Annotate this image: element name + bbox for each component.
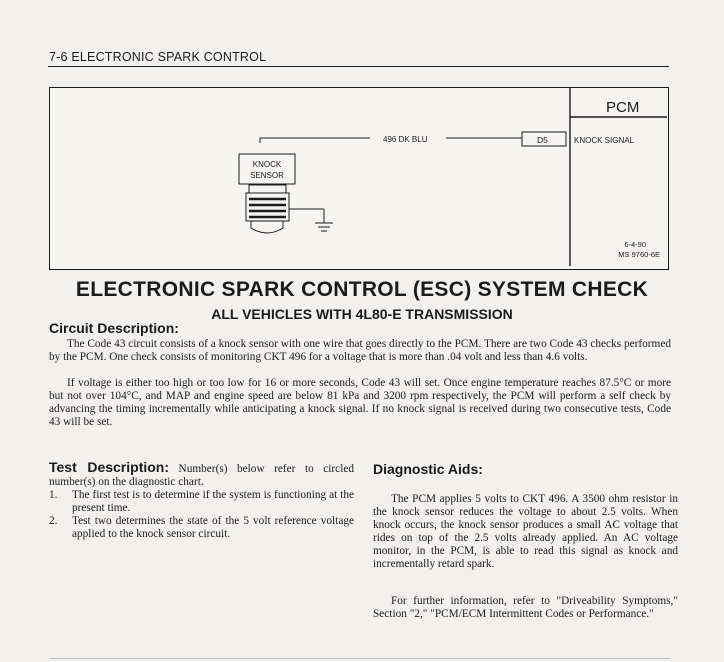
page-subtitle: ALL VEHICLES WITH 4L80-E TRANSMISSION bbox=[211, 306, 513, 322]
ground-icon bbox=[289, 209, 333, 231]
page-header-title: 7-6 ELECTRONIC SPARK CONTROL bbox=[49, 50, 267, 64]
test-description-intro: Number(s) below refer to circled number(s) on the diagnostic chart. bbox=[49, 463, 355, 488]
knock-signal-label: KNOCK SIGNAL bbox=[574, 136, 635, 145]
list-item bbox=[49, 489, 354, 515]
circuit-description-p1: The Code 43 circuit consists of a knock sensor with one wire that goes directly to the PCM. There are two Code 43 checks performed by the PCM. One check consists of monitoring CKT 496 for a voltage that is more than .04 volt and less than 4.6 volts. bbox=[49, 338, 671, 363]
knock-sensor-icon bbox=[246, 185, 289, 233]
diagnostic-aids-p2: For further information, refer to "Driveability Symptoms," Section "2," "PCM/ECM Intermittent Codes or Performance." bbox=[373, 595, 678, 620]
diagram-date: 6-4-90 bbox=[624, 240, 646, 249]
knock-sensor-label-line2: SENSOR bbox=[250, 171, 284, 180]
page-bottom-rule bbox=[50, 658, 670, 659]
knock-sensor-label-line1: KNOCK bbox=[252, 160, 282, 169]
header-rule bbox=[48, 66, 669, 67]
test-text: The first test is to determine if the system is functioning at the present time. bbox=[72, 488, 354, 514]
test-text: Test two determines the state of the 5 volt reference voltage applied to the knock sensor circuit. bbox=[72, 514, 354, 540]
wire-label: 496 DK BLU bbox=[383, 135, 428, 144]
diagnostic-aids-heading: Diagnostic Aids: bbox=[373, 461, 483, 477]
circuit-description-p2: If voltage is either too high or too low for 16 or more seconds, Code 43 will set. Once engine temperature reaches 87.5°C or more but not over 104°C, and MAP and engine speed are below 81 kPa and 3200 rpm respectively, the PCM will perform a self check by advancing the timing incrementally while anticipating a knock signal. If no knock signal is received during two consecutive tests, Code 43 will be set. bbox=[49, 377, 671, 428]
diagram-ref: MS 9760-6E bbox=[618, 250, 660, 259]
test-number: 1. bbox=[49, 488, 58, 501]
wire-left bbox=[260, 138, 370, 143]
list-item bbox=[49, 515, 354, 541]
test-list bbox=[49, 489, 354, 541]
test-description-heading: Test Description: bbox=[49, 459, 170, 475]
circuit-description-heading: Circuit Description: bbox=[49, 320, 179, 336]
pcm-label: PCM bbox=[606, 99, 640, 116]
diagnostic-aids-p1: The PCM applies 5 volts to CKT 496. A 3500 ohm resistor in the knock sensor reduces the voltage to about 2.5 volts. When knock occurs, the knock sensor produces a small AC voltage that rides on top of the 2.5 volts already applied. An AC voltage monitor, in the PCM, is able to read this signal as knock and incrementally retard spark. bbox=[373, 493, 678, 570]
wiring-diagram-svg bbox=[50, 88, 667, 268]
pin-label: D5 bbox=[537, 135, 548, 145]
wiring-diagram bbox=[49, 87, 669, 270]
page-title: ELECTRONIC SPARK CONTROL (ESC) SYSTEM CHECK bbox=[75, 278, 649, 301]
test-number: 2. bbox=[49, 514, 58, 527]
test-description bbox=[49, 461, 354, 540]
